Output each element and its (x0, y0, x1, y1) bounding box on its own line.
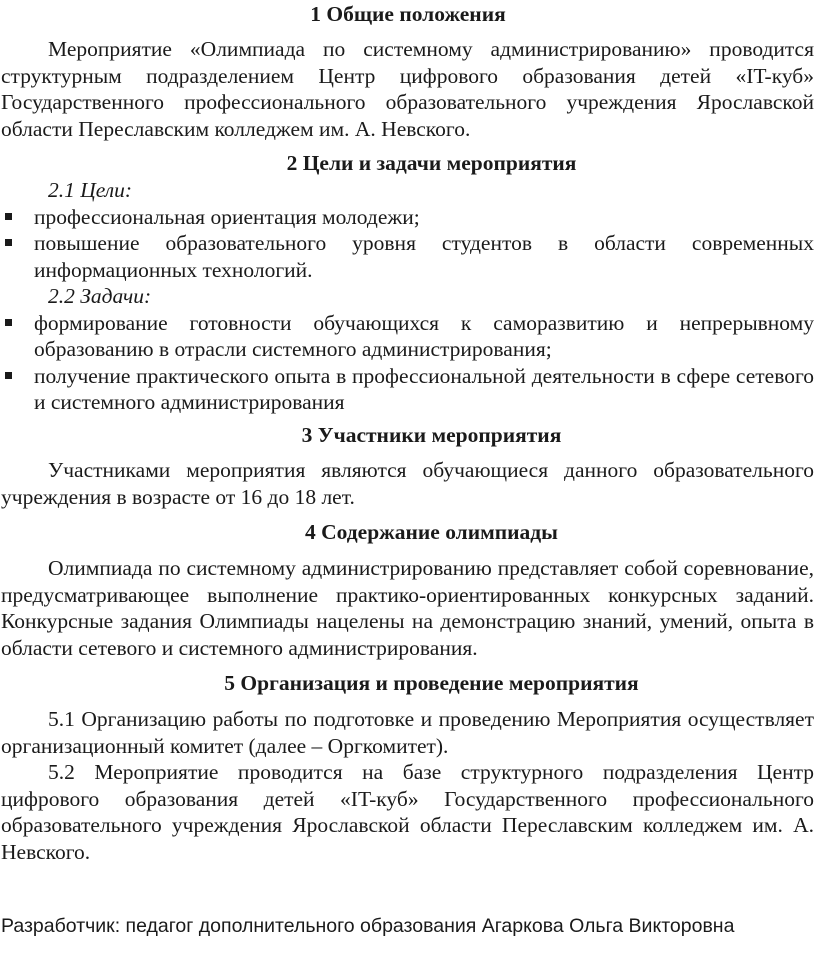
tasks-label: 2.2 Задачи: (48, 284, 152, 308)
goals-item-text: повышение образовательного уровня студентов в области современных информационных технологий. (34, 231, 814, 282)
square-bullet-icon (5, 319, 12, 326)
section-5-paragraph-1: 5.1 Организацию работы по подготовке и проведению Мероприятия осуществляет организационный комитет (далее – Оргкомитет). (1, 707, 814, 758)
developer-signature: Разработчик: педагог дополнительного образования Агаркова Ольга Викторовна (1, 915, 735, 937)
section-4-body (0, 555, 816, 661)
section-1-body (0, 36, 816, 142)
goals-item (0, 230, 816, 283)
section-3-body (0, 457, 816, 510)
section-3-heading: 3 Участники мероприятия (301, 423, 562, 447)
goals-item (0, 204, 816, 231)
tasks-item (0, 310, 816, 363)
tasks-item (0, 363, 816, 416)
section-3-paragraph: Участниками мероприятия являются обучающиеся данного образовательного учреждения в возрасте от 16 до 18 лет. (1, 458, 814, 509)
square-bullet-icon (5, 372, 12, 379)
section-4-heading: 4 Содержание олимпиады (305, 520, 558, 544)
goals-list (0, 204, 816, 284)
section-5-heading: 5 Организация и проведение мероприятия (224, 671, 639, 695)
section-2-body (0, 177, 816, 416)
section-3 (0, 422, 816, 449)
section-1-heading: 1 Общие положения (310, 2, 506, 26)
section-1-paragraph: Мероприятие «Олимпиада по системному администрированию» проводится структурным подразделением Центр цифрового образования детей «IT-куб» Государственного профессионального образовательного учреждения Ярославской области Переславским колледжем им. А. Невского. (1, 37, 814, 141)
section-4 (0, 519, 816, 546)
section-1 (0, 1, 816, 28)
section-5-paragraph-2: 5.2 Мероприятие проводится на базе структурного подразделения Центр цифрового образования детей «IT-куб» Государственного профессионального образовательного учреждения Ярославской области Переславским колледжем им. А. Невского. (1, 760, 814, 864)
tasks-item-text: получение практического опыта в профессиональной деятельности в сфере сетевого и системного администрирования (34, 363, 814, 414)
goals-label: 2.1 Цели: (48, 178, 133, 202)
tasks-list (0, 310, 816, 416)
square-bullet-icon (5, 213, 12, 220)
goals-item-text: профессиональная ориентация молодежи; (34, 204, 420, 229)
section-4-paragraph: Олимпиада по системному администрированию представляет собой соревнование, предусматривающее выполнение практико-ориентированных конкурсных заданий. Конкурсные задания Олимпиады нацелены на демонстрацию знаний, умений, опыта в области сетевого и системного администрирования. (1, 556, 814, 660)
tasks-item-text: формирование готовности обучающихся к саморазвитию и непрерывному образованию в отрасли системного администрирования; (34, 310, 814, 361)
section-2 (0, 150, 816, 177)
section-5-body (0, 706, 816, 865)
section-5 (0, 670, 816, 697)
square-bullet-icon (5, 239, 12, 246)
section-2-heading: 2 Цели и задачи мероприятия (286, 151, 577, 175)
